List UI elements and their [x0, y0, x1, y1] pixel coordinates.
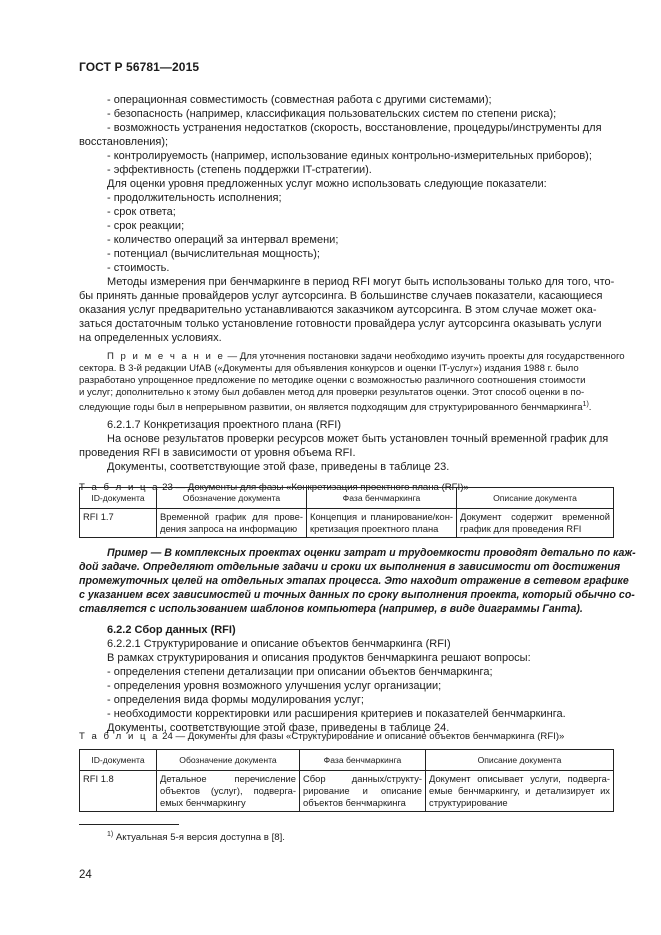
note-line-last: следующие годы был в непрерывном развитии, он является подходящим для структурированного бенчмаркинга$^{1)}$. [79, 401, 592, 414]
note-line: разработано упрощенное предложение по методике оценки с возможностью различного соотношения стоимости [79, 375, 586, 386]
column-header: Обозначение документа [157, 488, 307, 509]
list-item: - определения степени детализации при описании объектов бенчмаркинга; [107, 666, 493, 678]
cell-line: Документ описывает услуги, подверга- [429, 773, 610, 784]
paragraph-line: бы принять данные провайдеров услуг аутсорсинга. В большинстве случаев показатели, касающиеся [79, 290, 603, 302]
note-text: — Для уточнения постановки задачи необходимо изучить проекты для государственного [224, 351, 625, 362]
subsection-heading: 6.2.2.1 Структурирование и описание объектов бенчмаркинга (RFI) [107, 638, 451, 650]
example-line: ставляется с использованием шаблонов компьютера (например, в виде диаграммы Ганта). [79, 603, 583, 615]
list-item: - необходимости корректировки или расширения критериев и показателей бенчмаркинга. [107, 708, 566, 720]
cell-line: объектов (услуг), подверга- [160, 785, 296, 796]
paragraph-line: проведения RFI в зависимости от уровня объема RFI. [79, 447, 356, 459]
section-heading: 6.2.1.7 Конкретизация проектного плана (RFI) [107, 419, 341, 431]
note-line: сектора. В 3-й редакции UfAB («Документы для объявления конкурсов и оценки IT-услуг») издания 1988 г. было [79, 363, 579, 374]
list-item: - количество операций за интервал времени; [107, 234, 339, 246]
cell-line: Сбор данных/структу- [303, 773, 422, 784]
footnote [107, 829, 285, 844]
note-first-line [107, 351, 625, 363]
table-23 [79, 487, 614, 538]
cell-line: Детальное перечисление [160, 773, 296, 784]
table-header-row [80, 488, 614, 509]
example-line: Пример — В комплексных проектах оценки затрат и трудоемкости проводят детально по каж- [107, 547, 636, 559]
cell-designation [157, 509, 307, 538]
cell-id: RFI 1.7 [80, 509, 157, 538]
cell-phase [300, 771, 426, 812]
cell-line: объектов бенчмаркинга [303, 797, 406, 808]
list-item: - стоимость. [107, 262, 170, 274]
table-row [80, 771, 614, 812]
paragraph-line: В рамках структурирования и описания продуктов бенчмаркинга решают вопросы: [107, 652, 531, 664]
list-item: - контролируемость (например, использование единых контрольно-измерительных приборов); [107, 150, 592, 162]
column-header: Обозначение документа [157, 750, 300, 771]
list-item: - продолжительность исполнения; [107, 192, 282, 204]
table-row [80, 509, 614, 538]
paragraph-line: На основе результатов проверки ресурсов может быть установлен точный временной график для [107, 433, 609, 445]
caption-label: Т а б л и ц а [79, 731, 160, 742]
cell-phase [307, 509, 457, 538]
paragraph-line: Методы измерения при бенчмаркинге в период RFI могут быть использованы только для того, что- [107, 276, 615, 288]
cell-line: кретизация проектного плана [310, 523, 439, 534]
footnote-text: Актуальная 5-я версия доступна в [8]. [113, 832, 285, 844]
caption-text: 23 — Документы для фазы «Конкретизация проектного плана (RFI)» [159, 482, 469, 493]
column-header: Фаза бенчмаркинга [300, 750, 426, 771]
paragraph-line: Документы, соответствующие этой фазе, приведены в таблице 23. [107, 461, 450, 473]
column-header: ID-документа [80, 488, 157, 509]
table-caption [79, 731, 564, 743]
list-item: - эффективность (степень поддержки IT-стратегии). [107, 164, 372, 176]
example-line: промежуточных целей на отдельных этапах процесса. Это находит отражение в сетевом графике [79, 575, 629, 587]
cell-description [457, 509, 614, 538]
cell-line: структурирование [429, 797, 508, 808]
list-item: - возможность устранения недостатков (скорость, восстановление, процедуры/инструменты для [107, 122, 602, 134]
list-item: - безопасность (например, классификация пользовательских систем по степени риска); [107, 108, 557, 120]
cell-line: дения запроса на информацию [160, 523, 298, 534]
section-heading: 6.2.2 Сбор данных (RFI) [107, 624, 236, 636]
cell-line: емые бенчмаркингу, и детализирует их [429, 785, 610, 796]
list-item: восстановления); [79, 136, 169, 148]
column-header: ID-документа [80, 750, 157, 771]
list-item: - срок ответа; [107, 206, 176, 218]
column-header: Описание документа [426, 750, 614, 771]
page-number: 24 [79, 869, 92, 881]
column-header: Описание документа [457, 488, 614, 509]
paragraph-line: на определенных условиях. [79, 332, 222, 344]
footnote-reference[interactable]: 1) [582, 401, 589, 408]
note-label: П р и м е ч а н и е [107, 351, 225, 362]
cell-line: Документ содержит временной [460, 511, 610, 522]
example-line: с указанием всех зависимостей и точных данных по сроку выполнения проекта, который обычно со- [79, 589, 635, 601]
list-item: - операционная совместимость (совместная работа с другими системами); [107, 94, 492, 106]
cell-line: Временной график для прове- [160, 511, 303, 522]
caption-label: Т а б л и ц а [79, 482, 160, 493]
cell-line: емых бенчмаркингу [160, 797, 246, 808]
paragraph-line: Документы, соответствующие этой фазе, приведены в таблице 24. [107, 722, 450, 734]
note-line: и услуг; дополнительно к этому был добавлен метод для проверки результатов оценки. Этот способ оценки в по- [79, 387, 585, 398]
note-line: следующие годы был в непрерывном развитии, он является подходящим для структурированного бенчмаркинга [79, 402, 583, 414]
table-24 [79, 749, 614, 812]
example-line: дой задаче. Определяют отдельные задачи и сроки их выполнения в зависимости от достижения [79, 561, 621, 573]
paragraph-line: оказания услуг предварительно устанавливаются заказчиком аутсорсинга. В этом случае может ока- [79, 304, 597, 316]
paragraph-line: заться достаточным только установление готовности провайдера услуг аутсорсинга оказывать услуги [79, 318, 602, 330]
table-header-row [80, 750, 614, 771]
cell-line: рирование и описание [303, 785, 422, 796]
list-item: - определения уровня возможного улучшения услуг организации; [107, 680, 442, 692]
cell-designation [157, 771, 300, 812]
standard-header: ГОСТ Р 56781—2015 [79, 60, 200, 74]
cell-id: RFI 1.8 [80, 771, 157, 812]
cell-description [426, 771, 614, 812]
cell-line: Концепция и планирование/кон- [310, 511, 453, 522]
footnote-marker: 1) [107, 831, 114, 838]
caption-text: 24 — Документы для фазы «Структурирование и описание объектов бенчмаркинга (RFI)» [159, 731, 565, 742]
paragraph-line: Для оценки уровня предложенных услуг можно использовать следующие показатели: [107, 178, 547, 190]
list-item: - срок реакции; [107, 220, 185, 232]
list-item: - потенциал (вычислительная мощность); [107, 248, 320, 260]
column-header: Фаза бенчмаркинга [307, 488, 457, 509]
footnote-divider [79, 824, 179, 825]
cell-line: график для проведения RFI [460, 523, 582, 534]
list-item: - определения вида формы модулирования услуг; [107, 694, 364, 706]
